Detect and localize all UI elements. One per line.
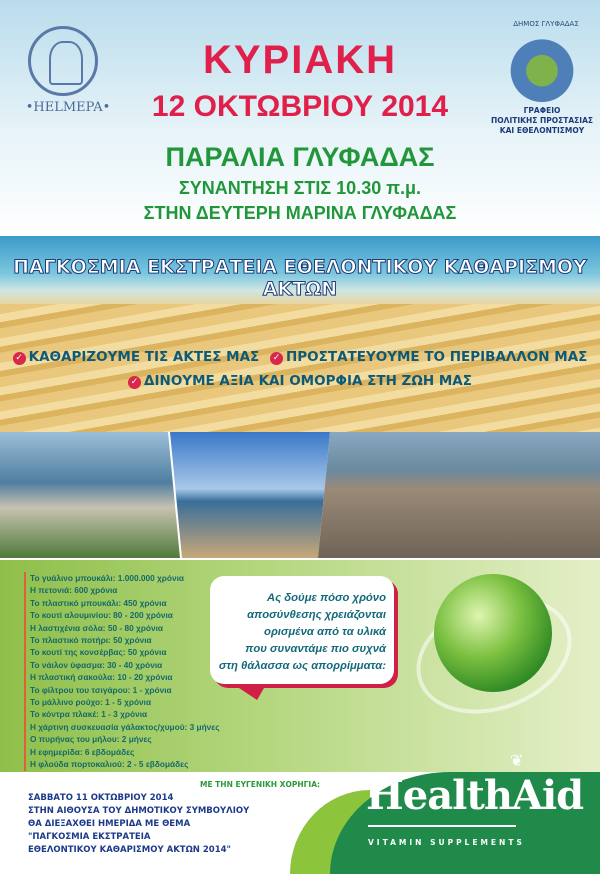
slogan-row bbox=[0, 349, 600, 365]
helmepa-emblem-icon bbox=[28, 26, 98, 96]
slogan: ΚΑΘΑΡΙΖΟΥΜΕ ΤΙΣ ΑΚΤΕΣ ΜΑΣ bbox=[28, 349, 260, 365]
caption-line: ΚΑΙ ΕΘΕΛΟΝΤΙΣΜΟΥ bbox=[499, 126, 585, 135]
seminar-line: "ΠΑΓΚΟΣΜΙΑ ΕΚΣΤΡΑΤΕΙΑ bbox=[28, 832, 151, 842]
slogan-row bbox=[0, 373, 600, 389]
caption-line: ΓΡΑΦΕΙΟ bbox=[523, 106, 561, 115]
seminar-line: ΣΑΒΒΑΤΟ 11 ΟΚΤΩΒΡΙΟΥ 2014 bbox=[28, 793, 174, 803]
helmepa-logo-text: •HELMEPA• bbox=[25, 100, 111, 115]
seminar-info bbox=[28, 792, 249, 857]
fact-item: Το κόντρα πλακέ: 1 - 3 χρόνια bbox=[30, 709, 148, 720]
sponsor-label: ΜΕ ΤΗΝ ΕΥΓΕΝΙΚΗ ΧΟΡΗΓΙΑ: bbox=[199, 780, 320, 789]
fact-item: Το νάιλον ύφασμα: 30 - 40 χρόνια bbox=[30, 659, 163, 670]
municipality-logo-text: ΔΗΜΟΣ ΓΛΥΦΑΔΑΣ bbox=[513, 20, 579, 28]
municipality-office-caption bbox=[486, 106, 598, 136]
fact-item: Το πλαστικό μπουκάλι: 450 χρόνια bbox=[30, 597, 167, 608]
slogan: ΔΙΝΟΥΜΕ ΑΞΙΑ ΚΑΙ ΟΜΟΡΦΙΑ ΣΤΗ ΖΩΗ ΜΑΣ bbox=[144, 373, 472, 389]
fact-item: Το πλαστικό ποτήρι: 50 χρόνια bbox=[30, 635, 152, 646]
bubble-line: που συναντάμε πιο συχνά bbox=[245, 643, 386, 655]
bubble-line: Ας δούμε πόσο χρόνο bbox=[266, 592, 386, 604]
fact-item: Το φίλτρου του τσιγάρου: 1 - χρόνια bbox=[30, 684, 172, 695]
seminar-line: ΣΤΗΝ ΑΙΘΟΥΣΑ ΤΟΥ ΔΗΜΟΤΙΚΟΥ ΣΥΜΒΟΥΛΙΟΥ bbox=[28, 806, 250, 816]
green-globe-icon bbox=[434, 574, 552, 692]
caption-line: ΠΟΛΙΤΙΚΗΣ ΠΡΟΣΤΑΣΙΑΣ bbox=[490, 116, 593, 125]
slogan: ΠΡΟΣΤΑΤΕΥΟΥΜΕ ΤΟ ΠΕΡΙΒΑΛΛΟΝ ΜΑΣ bbox=[285, 349, 588, 365]
sand-background bbox=[0, 304, 600, 432]
check-icon: ✓ bbox=[270, 352, 283, 365]
check-icon: ✓ bbox=[13, 352, 26, 365]
campaign-title: ΠΑΓΚΟΣΜΙΑ ΕΚΣΤΡΑΤΕΙΑ ΕΘΕΛΟΝΤΙΚΟΥ ΚΑΘΑΡΙΣΜΟΥ ΑΚΤΩΝ bbox=[13, 256, 587, 300]
fact-item: Το γυάλινο μπουκάλι: 1.000.000 χρόνια bbox=[30, 573, 185, 583]
fact-item: Το κουτί της κονσέρβας: 50 χρόνια bbox=[30, 647, 167, 658]
logo-underline bbox=[368, 825, 516, 827]
event-date: 12 ΟΚΤΩΒΡΙΟΥ 2014 bbox=[151, 90, 449, 123]
healthaid-logo: HealthAid bbox=[366, 772, 584, 819]
volunteers-pebbles-photo bbox=[318, 432, 600, 558]
fact-item: Το κουτί αλουμινίου: 80 - 200 χρόνια bbox=[30, 610, 173, 621]
bubble-line: στη θάλασσα ως απορρίμματα: bbox=[218, 660, 386, 672]
fact-item: Η πλαστική σακούλα: 10 - 20 χρόνια bbox=[30, 672, 173, 683]
fact-item: Η χάρτινη συσκευασία γάλακτος/χυμού: 3 μήνες bbox=[30, 721, 220, 732]
speech-bubble bbox=[210, 576, 394, 684]
meeting-location: ΣΤΗΝ ΔΕΥΤΕΡΗ ΜΑΡΙΝΑ ΓΛΥΦΑΔΑΣ bbox=[143, 203, 457, 223]
anchor-olive-emblem-icon bbox=[510, 30, 574, 104]
fact-item: Η πετονιά: 600 χρόνια bbox=[30, 585, 118, 596]
bubble-line: ορισμένα από τα υλικά bbox=[264, 626, 386, 638]
volunteers-shore-photo bbox=[170, 432, 330, 558]
wheat-leaf-icon: ❦ bbox=[510, 751, 524, 770]
decomposition-list bbox=[24, 572, 220, 771]
meeting-time: ΣΥΝΑΝΤΗΣΗ ΣΤΙΣ 10.30 π.μ. bbox=[178, 178, 422, 198]
fact-item: Η λαστιχένια σόλα: 50 - 80 χρόνια bbox=[30, 622, 163, 633]
sponsor-tagline: VITAMIN SUPPLEMENTS bbox=[368, 838, 525, 847]
seminar-line: ΘΑ ΔΙΕΞΑΧΘΕΙ ΗΜΕΡΙΔΑ ΜΕ ΘΕΜΑ bbox=[28, 819, 191, 829]
fact-item: Η εφημερίδα: 6 εβδομάδες bbox=[30, 746, 135, 757]
bubble-line: αποσύνθεσης χρειάζονται bbox=[247, 609, 386, 621]
volunteers-beach-photo bbox=[0, 432, 180, 558]
seminar-line: ΕΘΕΛΟΝΤΙΚΟΥ ΚΑΘΑΡΙΣΜΟΥ ΑΚΤΩΝ 2014" bbox=[28, 845, 231, 855]
fact-item: Ο πυρήνας του μήλου: 2 μήνες bbox=[30, 734, 152, 745]
fact-item: Το μάλλινο ρούχο: 1 - 5 χρόνια bbox=[30, 697, 152, 708]
event-day: ΚΥΡΙΑΚΗ bbox=[202, 38, 398, 82]
check-icon: ✓ bbox=[128, 376, 141, 389]
photo-strip bbox=[0, 432, 600, 560]
event-place: ΠΑΡΑΛΙΑ ΓΛΥΦΑΔΑΣ bbox=[165, 142, 435, 172]
fact-item: Η φλούδα πορτοκαλιού: 2 - 5 εβδομάδες bbox=[30, 759, 189, 770]
